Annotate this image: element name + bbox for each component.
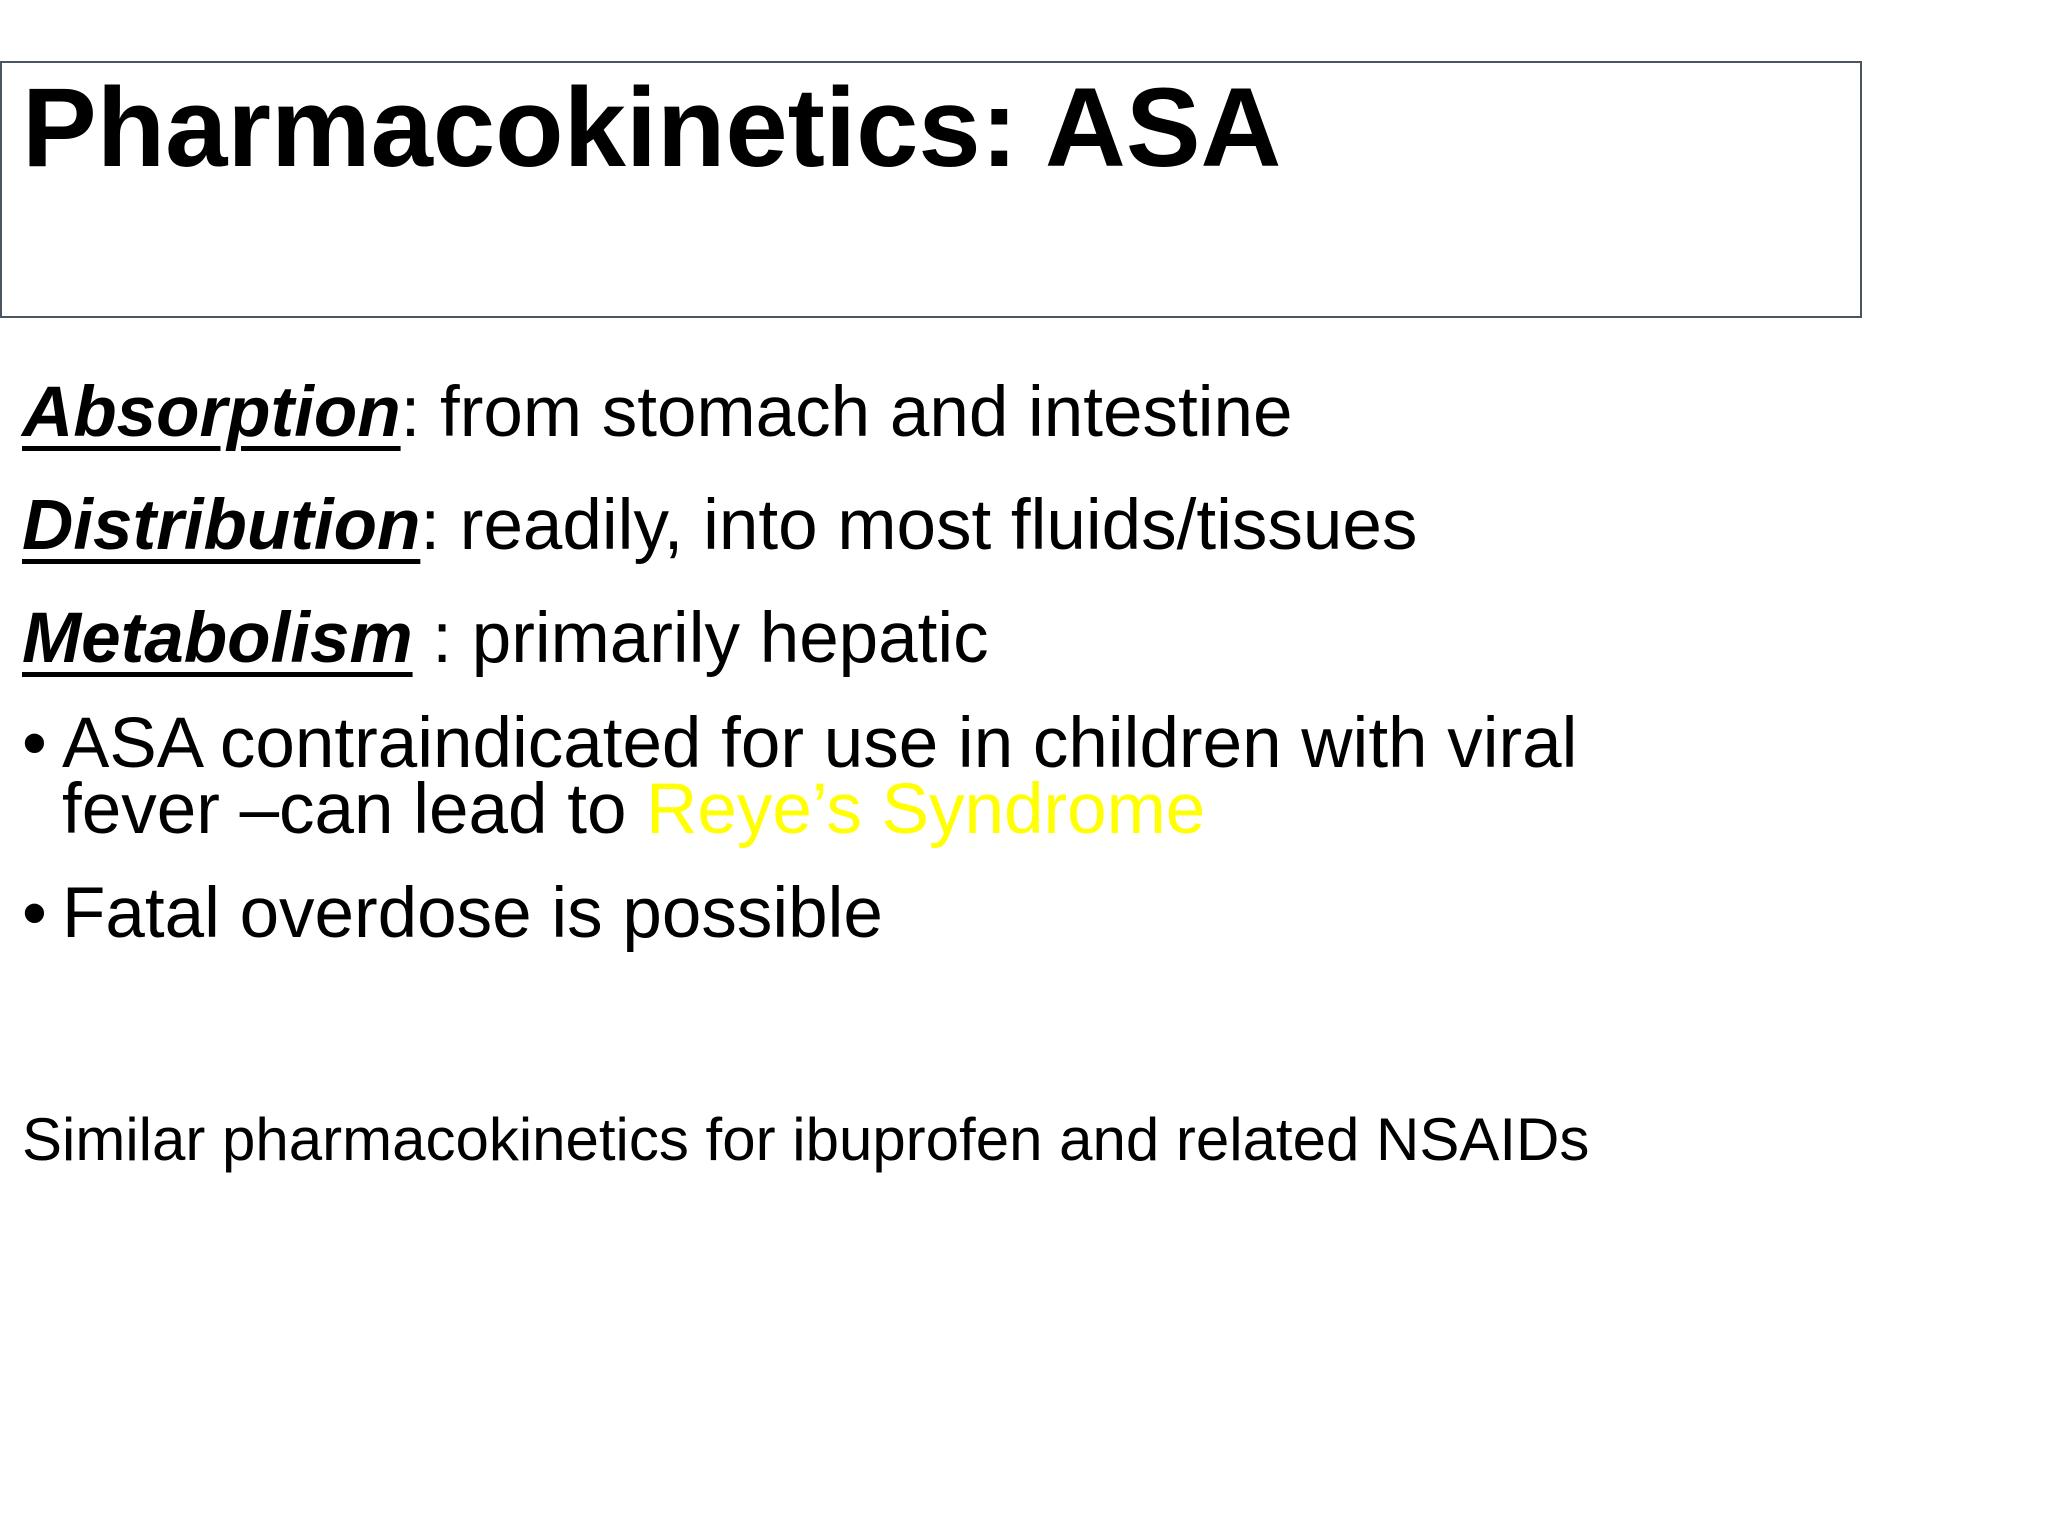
- bullet-glyph: •: [22, 704, 47, 783]
- bullet-contraindication-line-1: ASA contraindicated for use in children with viral: [62, 704, 1578, 783]
- metabolism-term: Metabolism: [22, 599, 413, 678]
- footnote: Similar pharmacokinetics for ibuprofen and related NSAIDs: [22, 1106, 1590, 1173]
- metabolism-line: [22, 598, 1922, 680]
- slide-content: [22, 372, 1922, 985]
- slide-title: Pharmacokinetics: ASA: [22, 65, 1282, 190]
- distribution-text: : readily, into most fluids/tissues: [420, 486, 1418, 565]
- absorption-term: Absorption: [22, 373, 401, 452]
- bullet-overdose-text: Fatal overdose is possible: [62, 874, 883, 953]
- bullet-glyph: •: [22, 874, 47, 953]
- bullet-contraindication-line-2: [62, 770, 1577, 849]
- reyes-syndrome-highlight: Reye’s Syndrome: [646, 770, 1206, 849]
- metabolism-text: : primarily hepatic: [412, 599, 989, 678]
- bullet-contraindication-text: [62, 704, 1578, 849]
- absorption-text: : from stomach and intestine: [400, 373, 1293, 452]
- bullet-contraindication-prefix: fever –can lead to: [62, 770, 647, 849]
- bullet-contraindication: [22, 704, 1922, 849]
- distribution-term: Distribution: [22, 486, 421, 565]
- distribution-line: [22, 485, 1922, 567]
- absorption-line: [22, 372, 1922, 454]
- bullet-overdose: [22, 874, 1922, 953]
